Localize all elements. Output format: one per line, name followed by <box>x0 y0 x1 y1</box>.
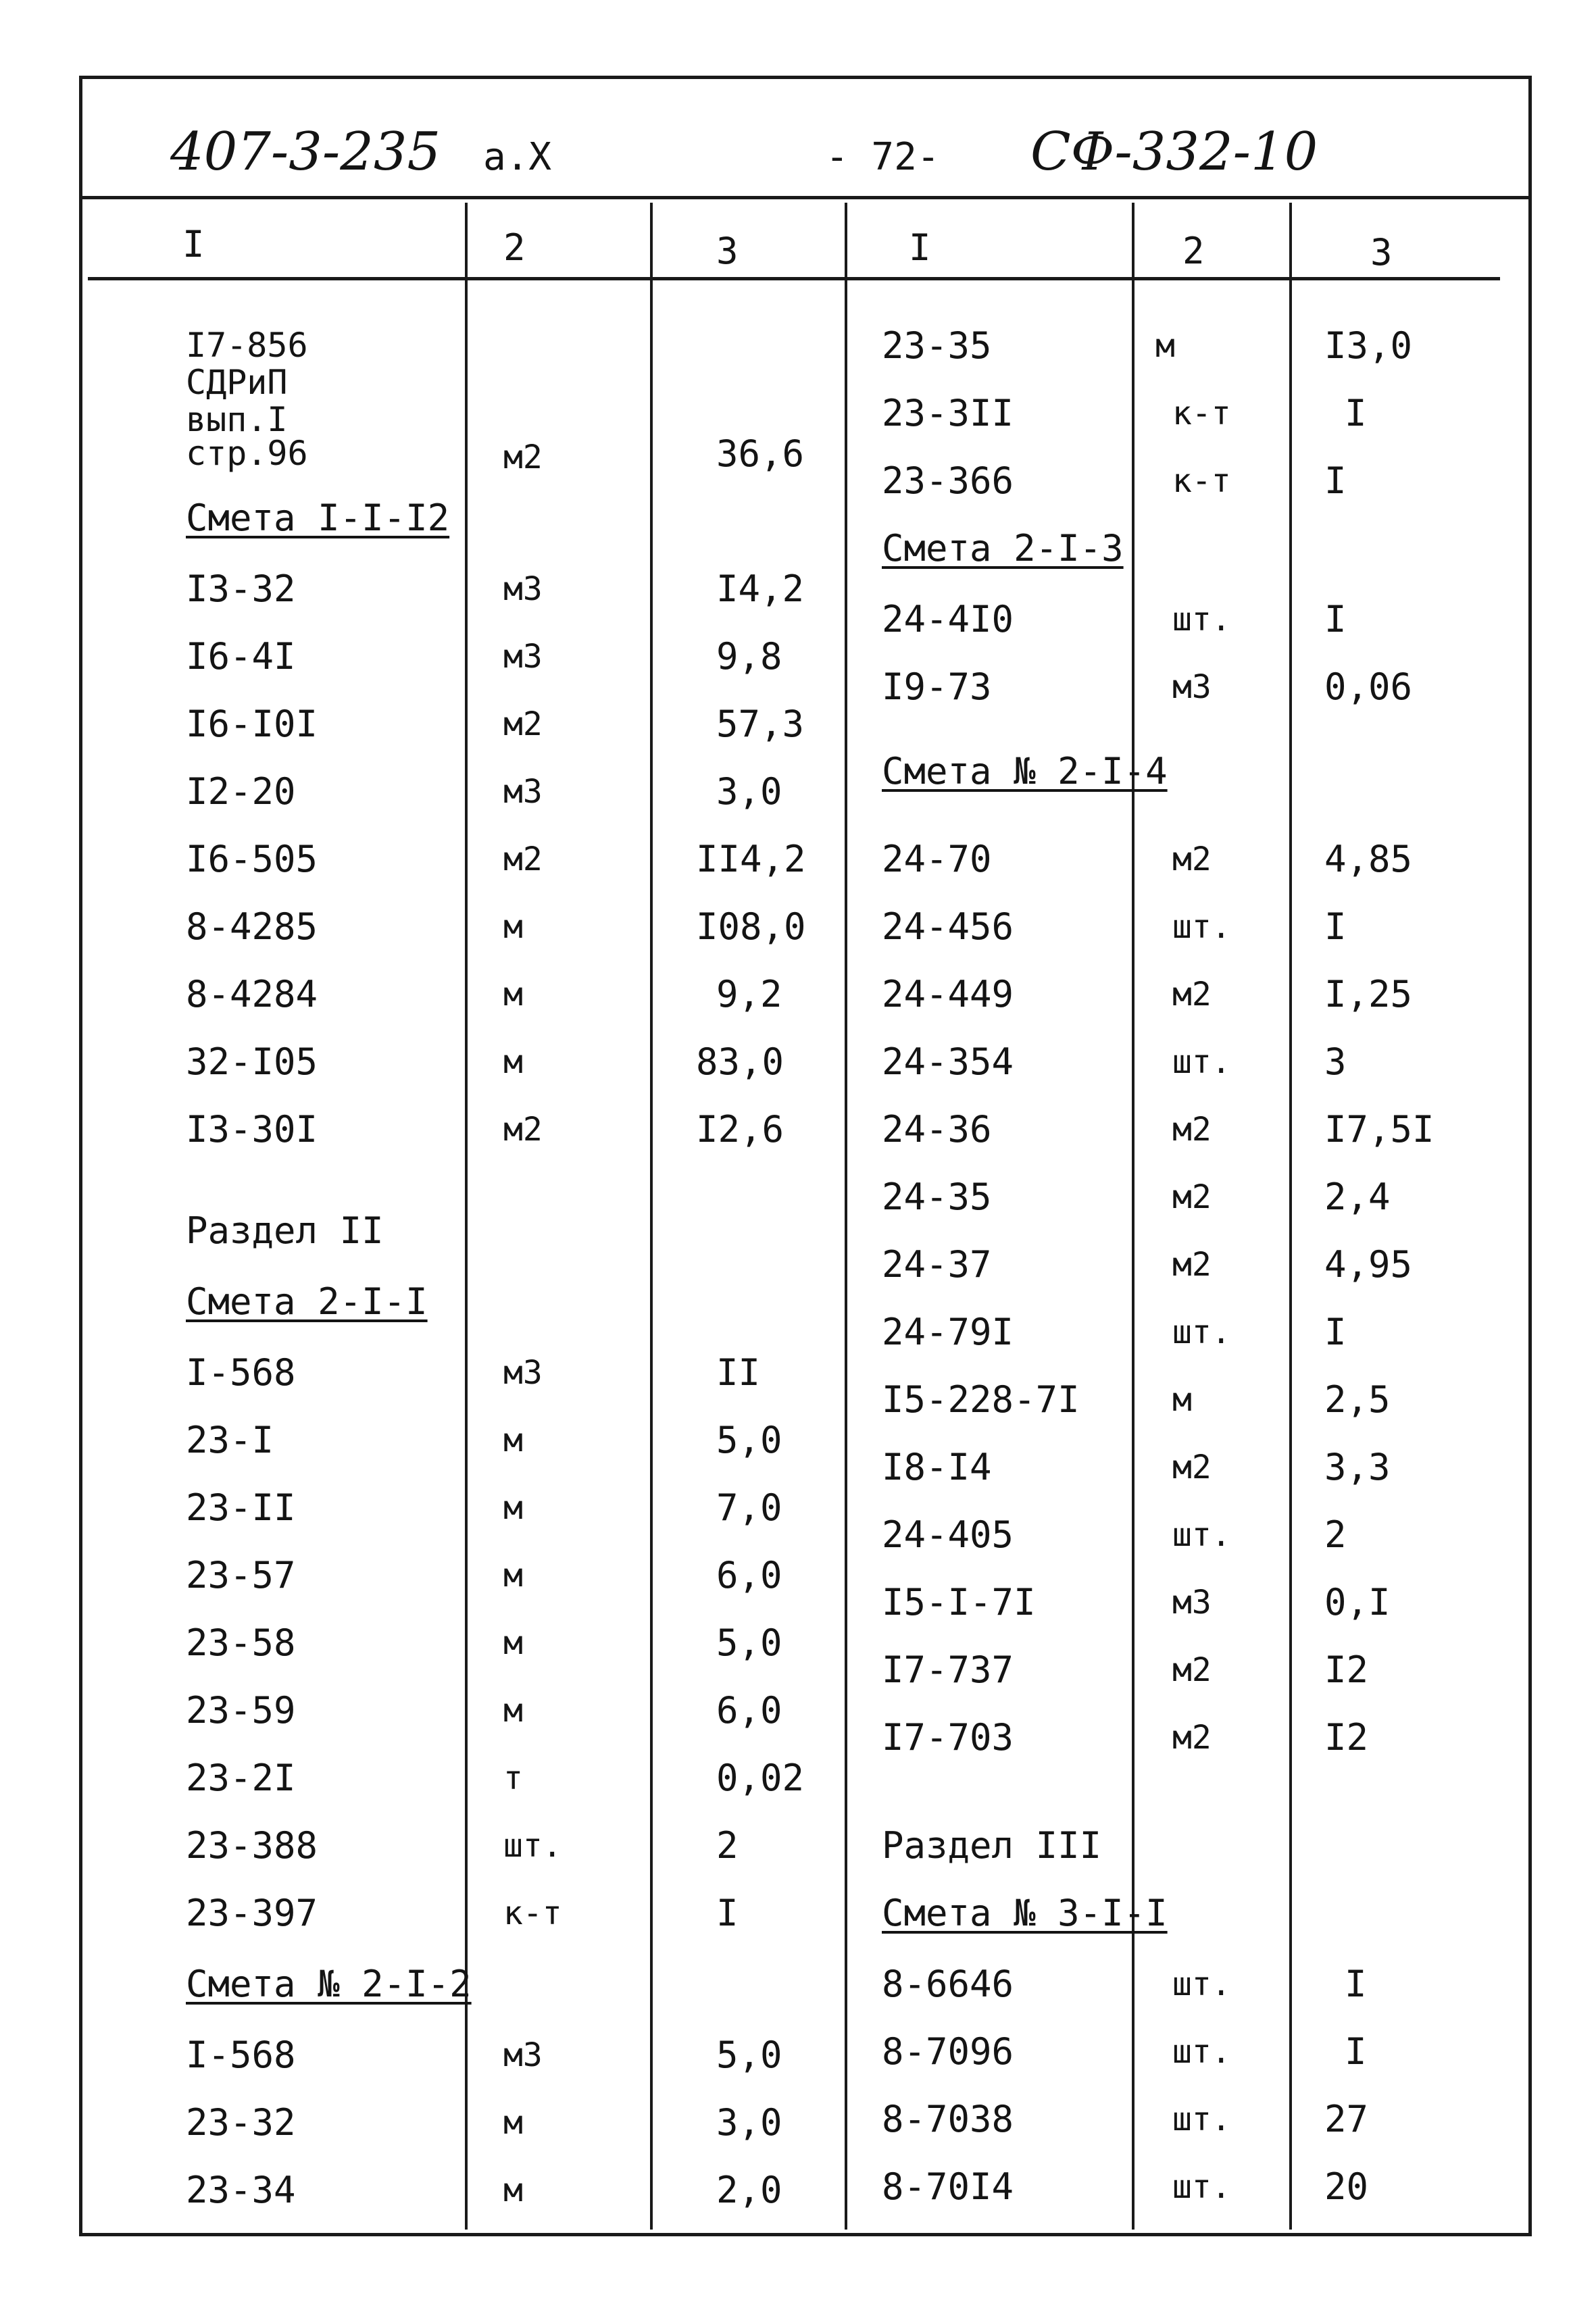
divider-middle <box>845 203 847 2230</box>
row-code: 23-58 <box>186 1621 296 1664</box>
row-qty: I <box>1324 905 1347 948</box>
row-unit: м3 <box>1172 1584 1212 1621</box>
row-qty: 2 <box>716 1824 739 1867</box>
row-unit: м <box>503 1557 523 1594</box>
row-code: 23-57 <box>186 1554 296 1596</box>
row-code: I6-4I <box>186 635 296 678</box>
estimate-heading: Смета № 2-I-2 <box>186 1963 472 2005</box>
col-header-left-3: 3 <box>716 230 739 272</box>
row-unit: м2 <box>1172 1719 1212 1757</box>
row-qty: I <box>1345 1963 1367 2005</box>
row-qty: I <box>1324 459 1347 502</box>
row-code: 24-4I0 <box>882 598 1014 640</box>
row-code: I3-32 <box>186 568 296 610</box>
doc-number: 407-3-235 <box>170 122 441 182</box>
row-unit: м2 <box>1172 1651 1212 1689</box>
row-unit: м2 <box>1172 1178 1212 1216</box>
row-code: I6-I0I <box>186 703 318 745</box>
row-unit: шт. <box>1172 2101 1231 2138</box>
row-code: 24-70 <box>882 838 992 880</box>
intro-ref-line2: вып.I <box>186 400 288 439</box>
page-number: - 72- <box>826 135 940 179</box>
row-code: I9-73 <box>882 665 992 708</box>
row-qty: 5,0 <box>716 1621 782 1664</box>
row-code: I5-I-7I <box>882 1581 1036 1624</box>
row-code: I-568 <box>186 2034 296 2076</box>
row-code: I-568 <box>186 1351 296 1394</box>
row-code: I7-703 <box>882 1716 1014 1759</box>
row-unit: шт. <box>1172 908 1231 946</box>
row-code: 23-2I <box>186 1757 296 1799</box>
row-qty: I2,6 <box>696 1108 784 1151</box>
album-label: а.Х <box>483 135 552 179</box>
row-unit: т <box>503 1759 523 1797</box>
row-code: 23-366 <box>882 459 1014 502</box>
row-unit: м2 <box>503 705 543 743</box>
row-qty: I <box>1345 2030 1367 2073</box>
row-qty: 9,2 <box>716 973 782 1015</box>
row-code: 24-35 <box>882 1176 992 1218</box>
row-qty: 0,02 <box>716 1757 805 1799</box>
row-unit: шт. <box>503 1827 562 1865</box>
row-unit: м3 <box>503 570 543 608</box>
estimate-heading: Смета I-I-I2 <box>186 497 450 539</box>
row-qty: 9,8 <box>716 635 782 678</box>
row-code: 23-32 <box>186 2101 296 2144</box>
row-code: 23-397 <box>186 1892 318 1934</box>
row-code: 24-354 <box>882 1040 1014 1083</box>
estimate-heading: Смета 2-I-3 <box>882 527 1124 570</box>
row-qty: 7,0 <box>716 1486 782 1529</box>
row-code: 23-I <box>186 1419 274 1461</box>
row-qty: 2 <box>1324 1513 1347 1556</box>
row-unit: шт. <box>1172 1965 1231 2003</box>
row-unit: шт. <box>1172 2168 1231 2206</box>
row-unit: м <box>503 976 523 1013</box>
row-code: 24-405 <box>882 1513 1014 1556</box>
intro-ref-line1: СДРиП <box>186 363 288 402</box>
row-unit: м <box>503 2104 523 2142</box>
row-code: 8-70I4 <box>882 2165 1014 2208</box>
estimate-heading: Смета № 2-I-4 <box>882 750 1168 793</box>
estimate-heading: Смета № 3-I-I <box>882 1892 1168 1934</box>
row-qty: 20 <box>1324 2165 1369 2208</box>
row-code: 24-456 <box>882 905 1014 948</box>
row-code: 23-59 <box>186 1689 296 1732</box>
row-unit: шт. <box>1172 1043 1231 1081</box>
sheet-code: СФ-332-10 <box>1030 122 1318 182</box>
row-code: 23-34 <box>186 2169 296 2211</box>
row-qty: 6,0 <box>716 1689 782 1732</box>
row-unit: м <box>503 908 523 946</box>
col-header-right-3: 3 <box>1370 231 1393 274</box>
intro-code: I7-856 <box>186 326 308 365</box>
row-unit: м <box>503 1692 523 1730</box>
row-code: 8-4285 <box>186 905 318 948</box>
row-code: I3-30I <box>186 1108 318 1151</box>
col-header-right-2: 2 <box>1182 230 1205 272</box>
row-code: 24-36 <box>882 1108 992 1151</box>
row-qty: I <box>1324 1311 1347 1353</box>
row-unit: м <box>503 2171 523 2209</box>
col-header-left-1: I <box>182 223 205 266</box>
row-unit: шт. <box>1172 1313 1231 1351</box>
row-code: I5-228-7I <box>882 1378 1080 1421</box>
row-unit: м2 <box>1172 1111 1212 1149</box>
section-heading: Раздел II <box>186 1209 384 1252</box>
divider-left-1 <box>465 203 468 2230</box>
intro-unit: м2 <box>503 438 543 476</box>
row-unit: м <box>503 1489 523 1527</box>
divider-right-2 <box>1289 203 1292 2230</box>
row-code: 32-I05 <box>186 1040 318 1083</box>
row-qty: I <box>716 1892 739 1934</box>
row-code: 23-3II <box>882 392 1014 434</box>
estimate-heading: Смета 2-I-I <box>186 1280 428 1323</box>
row-qty: 4,85 <box>1324 838 1413 880</box>
row-unit: м2 <box>1172 1449 1212 1486</box>
row-qty: I,25 <box>1324 973 1413 1015</box>
row-unit: м3 <box>503 638 543 676</box>
row-qty: I <box>1345 392 1367 434</box>
divider-left-2 <box>650 203 653 2230</box>
row-unit: м2 <box>1172 1246 1212 1284</box>
row-code: 8-7096 <box>882 2030 1014 2073</box>
row-code: I7-737 <box>882 1649 1014 1691</box>
row-unit: шт. <box>1172 601 1231 638</box>
row-qty: 0,06 <box>1324 665 1413 708</box>
row-code: I6-505 <box>186 838 318 880</box>
row-unit: к-т <box>1172 462 1231 500</box>
row-code: 8-4284 <box>186 973 318 1015</box>
col-header-left-2: 2 <box>503 226 526 269</box>
row-qty: 57,3 <box>716 703 805 745</box>
row-code: 24-79I <box>882 1311 1014 1353</box>
row-qty: 3,3 <box>1324 1446 1391 1488</box>
row-unit: м2 <box>1172 976 1212 1013</box>
col-header-right-1: I <box>909 226 931 269</box>
row-unit: м <box>503 1043 523 1081</box>
row-qty: II <box>716 1351 761 1394</box>
column-header-rule <box>88 277 1500 280</box>
header-rule <box>79 196 1532 199</box>
row-qty: 83,0 <box>696 1040 784 1083</box>
row-code: 23-35 <box>882 324 992 367</box>
row-unit: м2 <box>503 1111 543 1149</box>
row-code: I8-I4 <box>882 1446 992 1488</box>
row-unit: м <box>1172 1381 1192 1419</box>
row-unit: м3 <box>1172 668 1212 706</box>
row-unit: м3 <box>503 773 543 811</box>
row-qty: I <box>1324 598 1347 640</box>
intro-ref-line3: стр.96 <box>186 434 308 473</box>
row-qty: II4,2 <box>696 838 806 880</box>
row-code: 23-388 <box>186 1824 318 1867</box>
row-qty: 5,0 <box>716 1419 782 1461</box>
row-qty: I2 <box>1324 1649 1369 1691</box>
row-unit: м <box>503 1624 523 1662</box>
row-unit: к-т <box>503 1894 562 1932</box>
row-qty: I4,2 <box>716 568 805 610</box>
row-unit: к-т <box>1172 395 1231 432</box>
row-qty: 2,5 <box>1324 1378 1391 1421</box>
row-qty: I7,5I <box>1324 1108 1435 1151</box>
row-qty: I2 <box>1324 1716 1369 1759</box>
row-unit: м2 <box>1172 840 1212 878</box>
row-code: 8-7038 <box>882 2098 1014 2140</box>
row-code: 8-6646 <box>882 1963 1014 2005</box>
row-code: 23-II <box>186 1486 296 1529</box>
row-unit: м3 <box>503 2036 543 2074</box>
row-unit: м3 <box>503 1354 543 1392</box>
row-qty: 3,0 <box>716 2101 782 2144</box>
row-qty: 27 <box>1324 2098 1369 2140</box>
row-qty: 3 <box>1324 1040 1347 1083</box>
row-unit: м2 <box>503 840 543 878</box>
row-qty: 0,I <box>1324 1581 1391 1624</box>
row-qty: 6,0 <box>716 1554 782 1596</box>
section-heading: Раздел III <box>882 1824 1102 1867</box>
row-code: 24-449 <box>882 973 1014 1015</box>
row-qty: I08,0 <box>696 905 806 948</box>
row-code: I2-20 <box>186 770 296 813</box>
row-qty: 3,0 <box>716 770 782 813</box>
row-qty: 2,0 <box>716 2169 782 2211</box>
row-unit: м <box>503 1422 523 1459</box>
row-qty: 4,95 <box>1324 1243 1413 1286</box>
row-code: 24-37 <box>882 1243 992 1286</box>
row-unit: шт. <box>1172 1516 1231 1554</box>
row-qty: I3,0 <box>1324 324 1413 367</box>
row-unit: м <box>1155 327 1175 365</box>
row-qty: 5,0 <box>716 2034 782 2076</box>
intro-qty: 36,6 <box>716 432 805 475</box>
row-unit: шт. <box>1172 2033 1231 2071</box>
row-qty: 2,4 <box>1324 1176 1391 1218</box>
